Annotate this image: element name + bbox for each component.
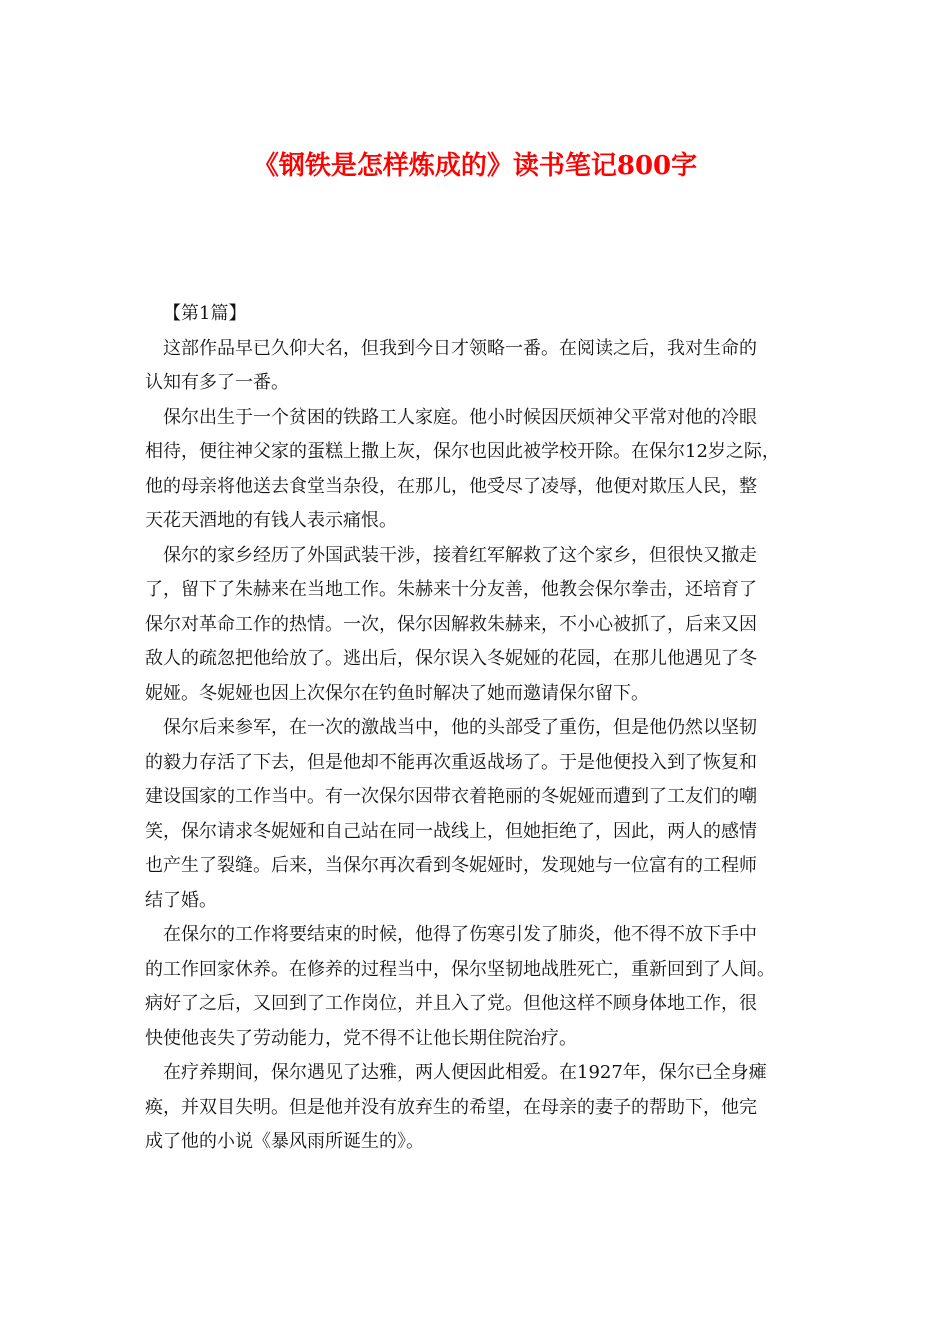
paragraph-line: 病好了之后，又回到了工作岗位，并且入了党。但他这样不顾身体地工作，很 [145, 993, 757, 1014]
paragraph [145, 401, 810, 539]
document-title: 《钢铁是怎样炼成的》读书笔记800字 [252, 151, 698, 181]
paragraph-line: 这部作品早已久仰大名，但我到今日才领略一番。在阅读之后，我对生命的 [163, 337, 757, 359]
paragraph-line: 保尔的家乡经历了外国武装干涉，接着红军解救了这个家乡，但很快又撤走 [163, 544, 757, 566]
paragraph [145, 918, 810, 1056]
paragraph-line: 的毅力存活了下去，但是他却不能再次重返战场了。于是他便投入到了恢复和 [145, 751, 757, 773]
paragraph [145, 711, 810, 918]
paragraph-line: 了，留下了朱赫来在当地工作。朱赫来十分友善，他教会保尔拳击，还培育了 [145, 579, 757, 600]
paragraph-line: 结了婚。 [145, 889, 217, 911]
paragraph-line: 认知有多了一番。 [145, 372, 289, 393]
paragraph [145, 1056, 810, 1160]
paragraph-line: 的工作回家休养。在修养的过程当中，保尔坚韧地战胜死亡，重新回到了人间。 [145, 958, 775, 980]
paragraph-line: 建设国家的工作当中。有一次保尔因带衣着艳丽的冬妮娅而遭到了工友们的嘲 [145, 786, 757, 807]
section-label: 【第1篇】 [163, 303, 247, 324]
paragraph-line: 痪，并双目失明。但是他并没有放弃生的希望，在母亲的妻子的帮助下，他完 [145, 1096, 757, 1118]
paragraph-list [145, 332, 810, 1160]
paragraph-line: 天花天酒地的有钱人表示痛恨。 [145, 510, 397, 531]
paragraph-line: 敌人的疏忽把他给放了。逃出后，保尔误入冬妮娅的花园，在那儿他遇见了冬 [145, 648, 757, 669]
paragraph [145, 539, 810, 712]
paragraph-line: 成了他的小说《暴风雨所诞生的》。 [145, 1131, 424, 1152]
paragraph-line: 保尔后来参军，在一次的激战当中，他的头部受了重伤，但是他仍然以坚韧 [163, 717, 757, 738]
paragraph-line: 妮娅。冬妮娅也因上次保尔在钓鱼时解决了她而邀请保尔留下。 [145, 682, 649, 704]
paragraph-line: 保尔出生于一个贫困的铁路工人家庭。他小时候因厌烦神父平常对他的冷眼 [163, 406, 757, 428]
paragraph-line: 他的母亲将他送去食堂当杂役，在那儿，他受尽了凌辱，他便对欺压人民，整 [145, 475, 757, 497]
document-body [145, 297, 810, 1160]
paragraph-line: 在保尔的工作将要结束的时候，他得了伤寒引发了肺炎，他不得不放下手中 [163, 924, 757, 945]
paragraph-line: 快使他丧失了劳动能力，党不得不让他长期住院治疗。 [145, 1027, 577, 1049]
paragraph-line: 在疗养期间，保尔遇见了达雅，两人便因此相爱。在1927年，保尔已全身瘫 [163, 1062, 767, 1083]
paragraph-line: 保尔对革命工作的热情。一次，保尔因解救朱赫来，不小心被抓了，后来又因 [145, 613, 757, 635]
paragraph-line: 相待，便往神父家的蛋糕上撒上灰，保尔也因此被学校开除。在保尔12岁之际， [145, 441, 780, 462]
paragraph-line: 笑，保尔请求冬妮娅和自己站在同一战线上，但她拒绝了，因此，两人的感情 [145, 820, 757, 842]
paragraph [145, 332, 810, 401]
paragraph-line: 也产生了裂缝。后来，当保尔再次看到冬妮娅时，发现她与一位富有的工程师 [145, 855, 757, 876]
